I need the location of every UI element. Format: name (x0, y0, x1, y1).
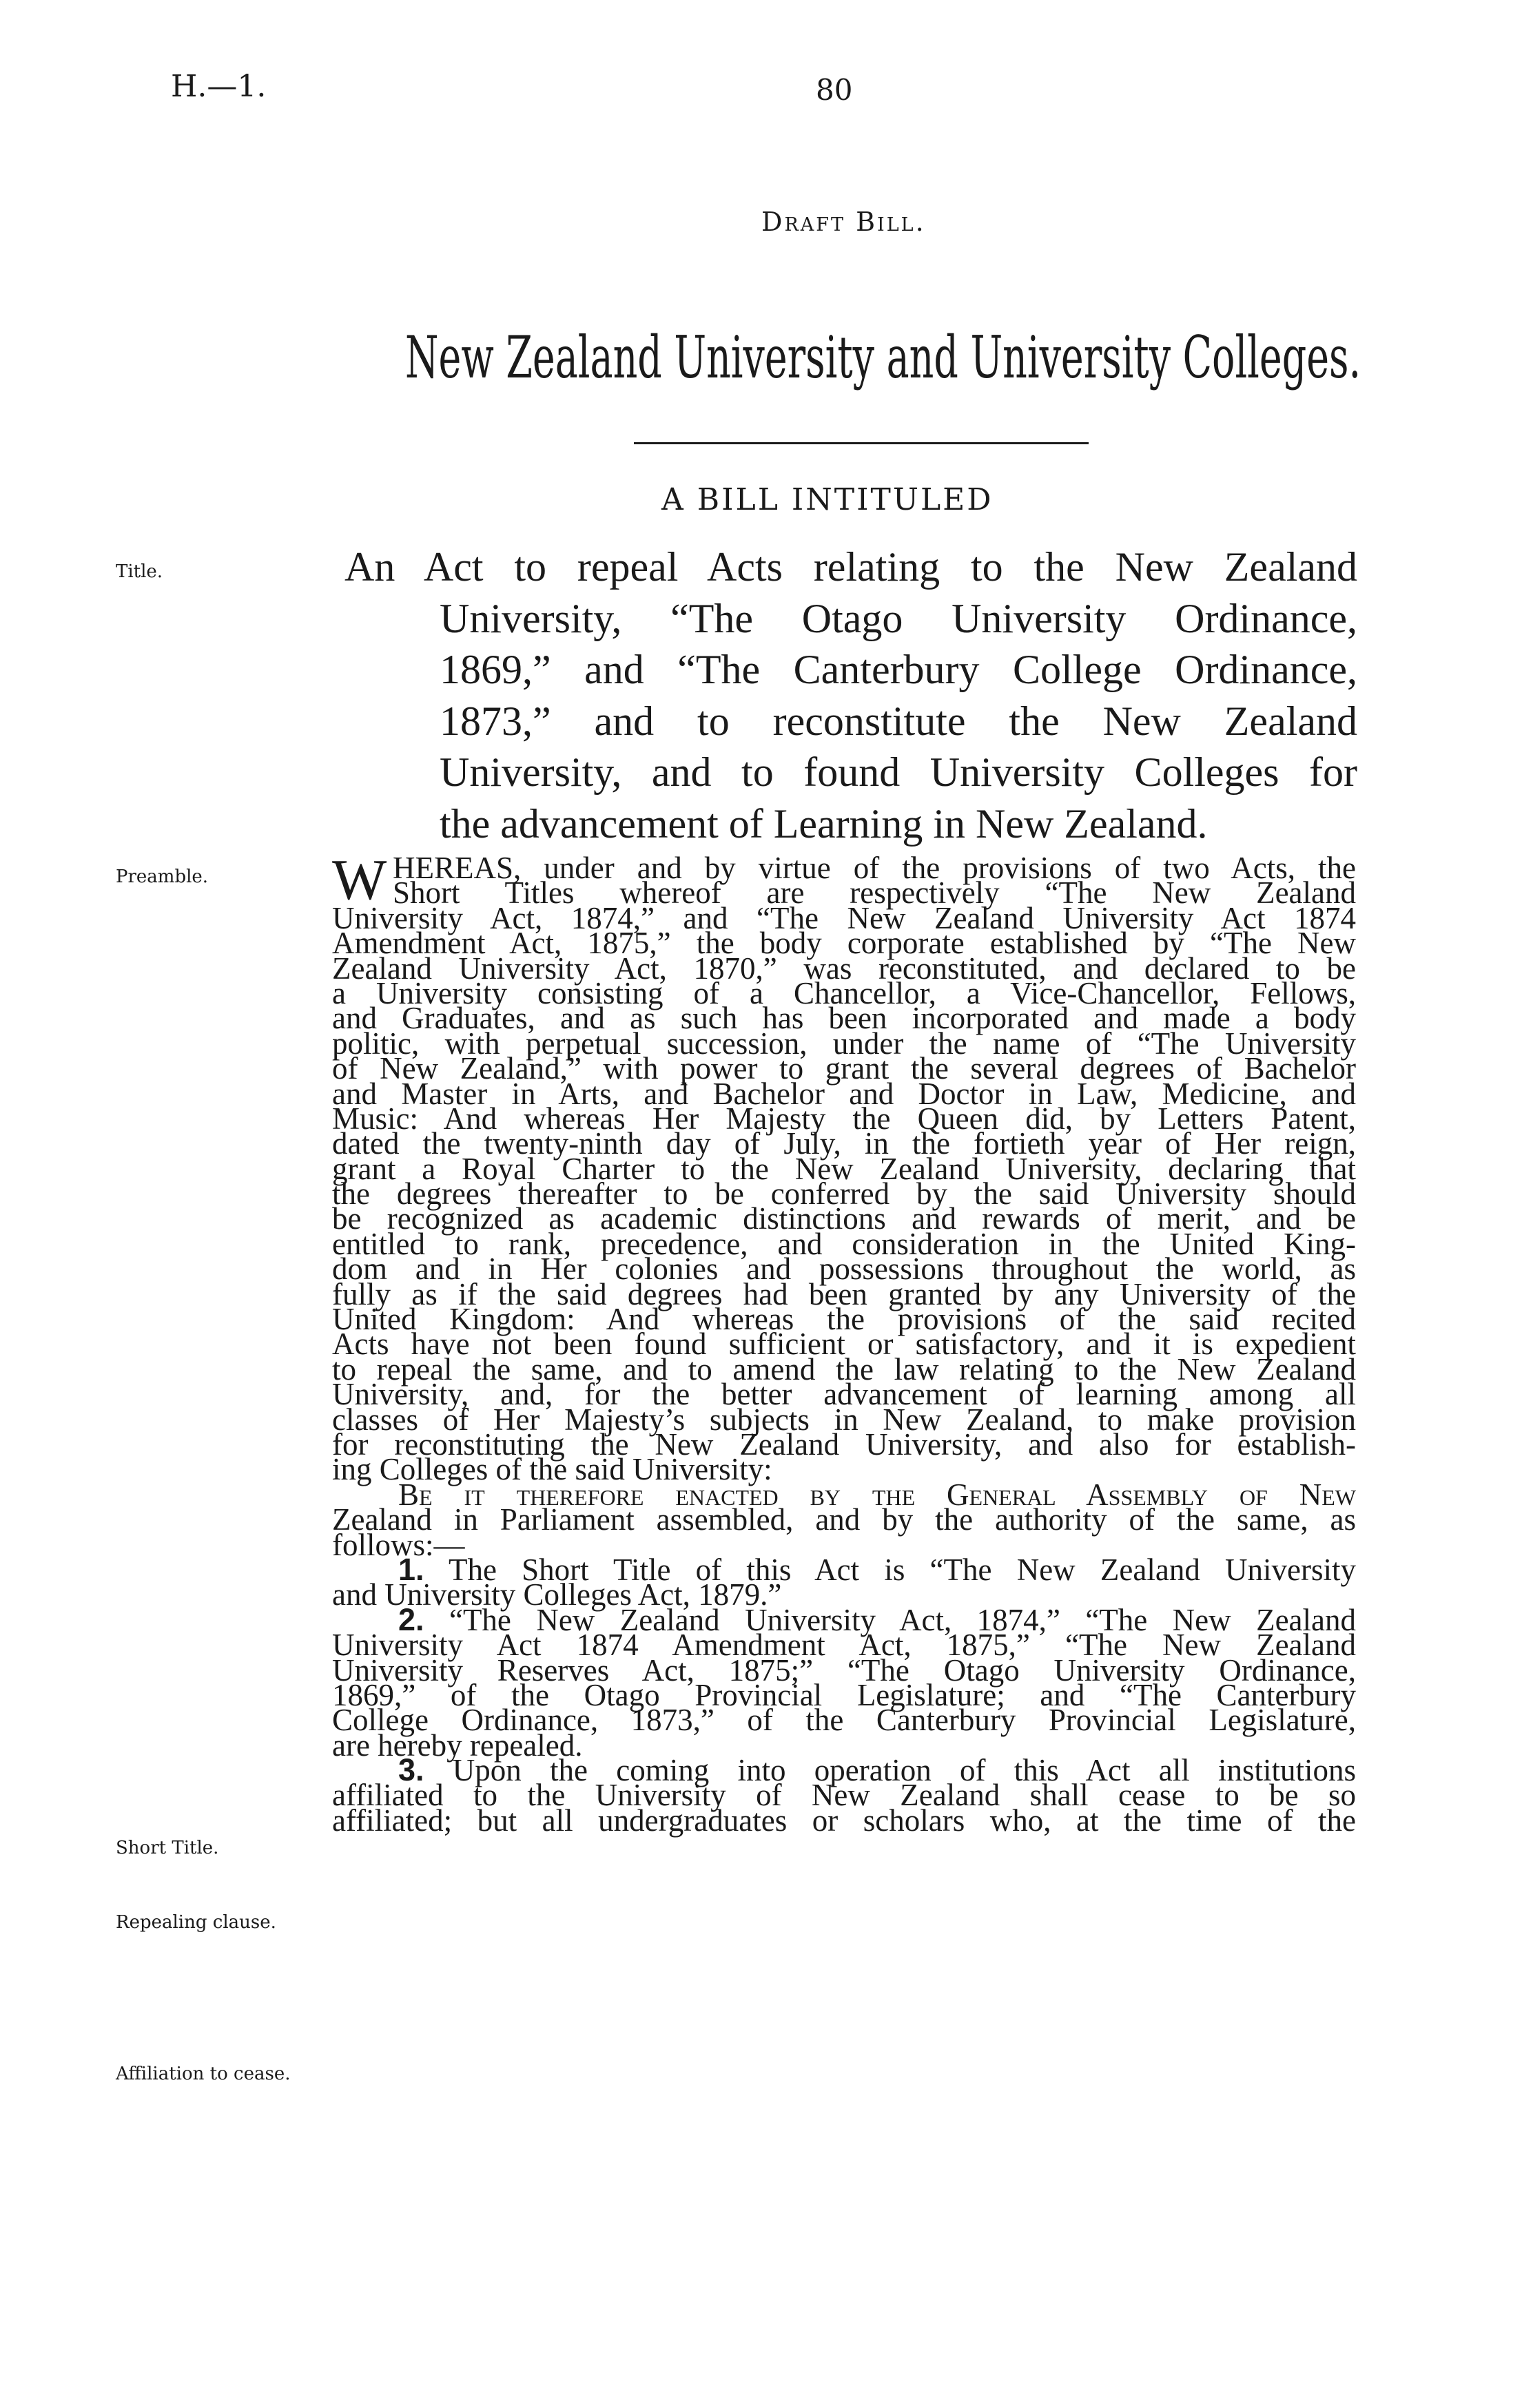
preamble-line: HEREAS, under and by virtue of the provisions of two Acts, the (393, 851, 1356, 885)
margin-note-short-title: Short Title. (116, 1838, 219, 1858)
title-divider (634, 442, 1089, 444)
preamble-line: for reconstituting the New Zealand University, and also for establish- (332, 1426, 1356, 1462)
section-text: “The New Zealand University Act, 1874,” “The New Zealand (449, 1602, 1356, 1637)
section-3-line: affiliated to the University of New Zealand shall cease to be so (332, 1778, 1356, 1813)
preamble-line: and Graduates, and as such has been incorporated and made a body (332, 1001, 1356, 1036)
preamble-line: of New Zealand,” with power to grant the several degrees of Bachelor (332, 1051, 1356, 1086)
preamble-line: classes of Her Majesty’s subjects in New Zealand, to make provision (332, 1402, 1356, 1437)
document-title: New Zealand University and University Colleges. (405, 324, 1361, 391)
preamble-line: Music: And whereas Her Majesty the Queen did, by Letters Patent, (332, 1101, 1356, 1136)
preamble-line: politic, with perpetual succession, under the name of “The University (332, 1026, 1356, 1061)
preamble-line: Amendment Act, 1875,” the body corporate established by “The New (332, 926, 1356, 961)
long-title-line: the advancement of Learning in New Zealand. (440, 800, 1208, 847)
margin-note-repealing-clause: Repealing clause. (116, 1912, 276, 1933)
section-text: The Short Title of this Act is “The New Zealand University (448, 1552, 1357, 1587)
long-title (344, 541, 1357, 849)
preamble-line: and Master in Arts, and Bachelor and Doctor in Law, Medicine, and (332, 1076, 1356, 1111)
section-2-line: University Act 1874 Amendment Act, 1875,” “The New Zealand (332, 1628, 1356, 1663)
preamble-line: Acts have not been found sufficient or satisfactory, and it is expedient (332, 1327, 1356, 1362)
section-number: 2. (398, 1601, 424, 1637)
page-reference: H.—1. (171, 69, 267, 104)
margin-note-title: Title. (116, 561, 163, 582)
margin-note-preamble: Preamble. (116, 866, 209, 887)
section-1-line: and University Colleges Act, 1879.” (332, 1577, 782, 1612)
preamble-line: University, and, for the better advancement of learning among all (332, 1377, 1356, 1412)
bill-intituled-heading: A BILL INTITULED (661, 482, 994, 517)
section-3-line: affiliated; but all undergraduates or scholars who, at the time of the (332, 1803, 1356, 1838)
section-2-line: College Ordinance, 1873,” of the Canterbury Provincial Legislature, (332, 1703, 1356, 1738)
long-title-line: 1869,” and “The Canterbury College Ordinance, (440, 647, 1357, 692)
preamble-line: Zealand University Act, 1870,” was reconstituted, and declared to be (332, 951, 1356, 986)
preamble-line: United Kingdom: And whereas the provisions of the said recited (332, 1302, 1356, 1337)
preamble-dropcap: W (332, 848, 387, 912)
section-text: Upon the coming into operation of this Act all institutions (452, 1753, 1357, 1788)
enacting-line: follows:— (332, 1527, 465, 1562)
long-title-line: University, “The Otago University Ordinance, (440, 595, 1357, 641)
page-number: 80 (816, 73, 853, 107)
preamble-line: dated the twenty-ninth day of July, in the fortieth year of Her reign, (332, 1126, 1356, 1161)
bill-body (332, 848, 1357, 1838)
preamble-line: to repeal the same, and to amend the law relating to the New Zealand (332, 1351, 1356, 1387)
section-number: 3. (398, 1752, 424, 1788)
enacting-line: Be it therefore enacted by the General Assembly of New (398, 1477, 1356, 1512)
section-2-line: University Reserves Act, 1875;” “The Otago University Ordinance, (332, 1652, 1356, 1688)
draft-label: Draft Bill. (761, 207, 926, 237)
preamble-line: fully as if the said degrees had been granted by any University of the (332, 1276, 1356, 1311)
preamble-line: University Act, 1874,” and “The New Zealand University Act 1874 (332, 900, 1356, 935)
long-title-line: University, and to found University Colleges for (440, 749, 1357, 795)
preamble-line: be recognized as academic distinctions and rewards of merit, and be (332, 1201, 1356, 1236)
preamble-line: ing Colleges of the said University: (332, 1452, 772, 1487)
preamble-line: the degrees thereafter to be conferred by the said University should (332, 1176, 1356, 1212)
preamble-line: grant a Royal Charter to the New Zealand University, declaring that (332, 1151, 1356, 1186)
long-title-line: 1873,” and to reconstitute the New Zealand (440, 698, 1357, 744)
preamble-line: entitled to rank, precedence, and consideration in the United King- (332, 1226, 1356, 1261)
preamble-line: Short Titles whereof are respectively “The New Zealand (393, 875, 1356, 911)
enacting-line: Zealand in Parliament assembled, and by the authority of the same, as (332, 1502, 1356, 1537)
margin-note-affiliation: Affiliation to cease. (116, 2064, 291, 2084)
section-2-line: are hereby repealed. (332, 1727, 583, 1763)
long-title-line: An Act to repeal Acts relating to the New Zealand (344, 544, 1357, 590)
preamble-line: dom and in Her colonies and possessions throughout the world, as (332, 1252, 1356, 1287)
section-2-line: 1869,” of the Otago Provincial Legislature; and “The Canterbury (332, 1677, 1356, 1712)
preamble-line: a University consisting of a Chancellor, a Vice-Chancellor, Fellows, (332, 975, 1356, 1010)
section-number: 1. (398, 1551, 424, 1587)
